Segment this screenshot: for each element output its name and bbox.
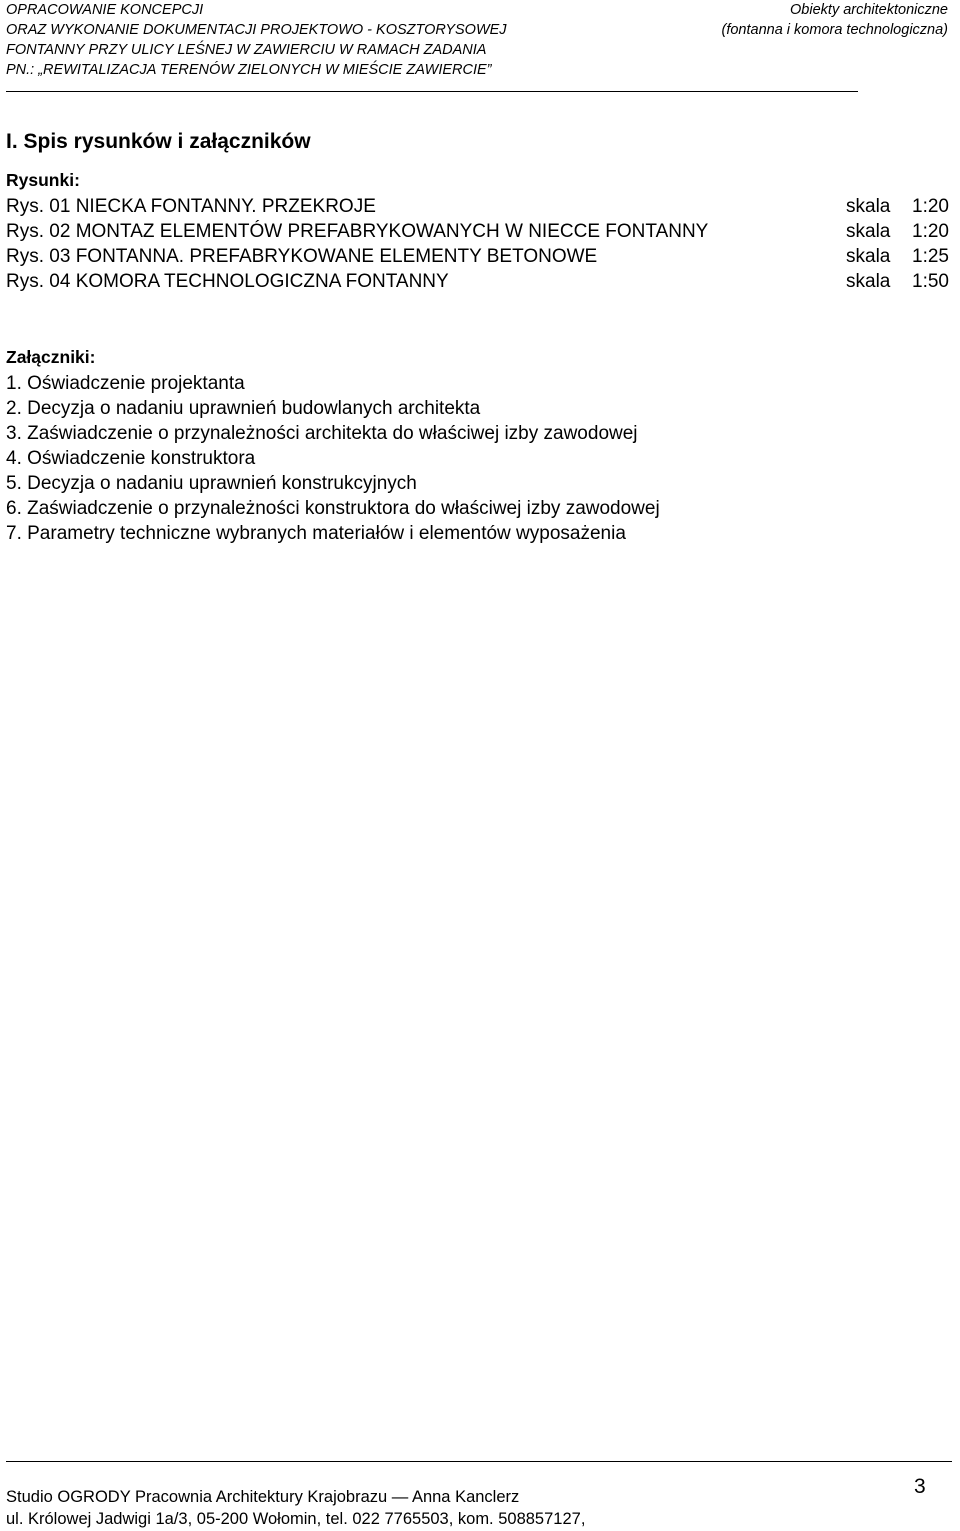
footer-divider [6, 1461, 952, 1462]
header-right-line-1: Obiekty architektoniczne [790, 2, 948, 18]
attachments-list [6, 371, 660, 546]
drawing-label: Rys. 03 FONTANNA. PREFABRYKOWANE ELEMENTY BETONOWE [6, 246, 598, 267]
header-line-3: FONTANNY PRZY ULICY LEŚNEJ W ZAWIERCIU W RAMACH ZADANIA [6, 42, 487, 58]
footer-studio-name: Studio OGRODY Pracownia Architektury Krajobrazu — Anna Kanclerz [6, 1488, 520, 1506]
attachments-heading: Załączniki: [6, 347, 96, 367]
footer-address: ul. Królowej Jadwigi 1a/3, 05-200 Wołomin, tel. 022 7765503, kom. 508857127, [6, 1510, 586, 1528]
section-title: I. Spis rysunków i załączników [6, 130, 311, 153]
drawings-list [6, 194, 960, 294]
drawing-label: Rys. 02 MONTAZ ELEMENTÓW PREFABRYKOWANYCH W NIECCE FONTANNY [6, 221, 709, 242]
drawing-scale-word: skala [846, 271, 891, 292]
page-number: 3 [914, 1475, 926, 1498]
drawing-label: Rys. 04 KOMORA TECHNOLOGICZNA FONTANNY [6, 271, 449, 292]
attachment-item: 4. Oświadczenie konstruktora [6, 448, 256, 469]
drawing-scale-value: 1:20 [912, 196, 949, 217]
attachment-item: 5. Decyzja o nadaniu uprawnień konstrukcyjnych [6, 473, 417, 494]
header-divider [6, 91, 858, 92]
drawing-row [6, 194, 960, 219]
drawing-scale-value: 1:20 [912, 221, 949, 242]
drawing-label: Rys. 01 NIECKA FONTANNY. PRZEKROJE [6, 196, 376, 217]
attachment-item: 1. Oświadczenie projektanta [6, 373, 245, 394]
drawing-scale-word: skala [846, 246, 891, 267]
attachment-item: 6. Zaświadczenie o przynależności konstruktora do właściwej izby zawodowej [6, 498, 660, 519]
header-project-title [6, 0, 507, 80]
drawing-scale-word: skala [846, 196, 891, 217]
attachment-item: 2. Decyzja o nadaniu uprawnień budowlanych architekta [6, 398, 481, 419]
page-footer [6, 1486, 585, 1530]
header-object-type [722, 0, 949, 40]
header-line-4: PN.: „REWITALIZACJA TERENÓW ZIELONYCH W MIEŚCIE ZAWIERCIE” [6, 62, 492, 78]
header-line-2: ORAZ WYKONANIE DOKUMENTACJI PROJEKTOWO - KOSZTORYSOWEJ [6, 22, 507, 38]
drawing-row [6, 244, 960, 269]
drawing-row [6, 269, 960, 294]
attachment-item: 3. Zaświadczenie o przynależności architekta do właściwej izby zawodowej [6, 423, 638, 444]
drawing-scale-value: 1:25 [912, 246, 949, 267]
header-line-1: OPRACOWANIE KONCEPCJI [6, 2, 204, 18]
drawing-row [6, 219, 960, 244]
drawing-scale-value: 1:50 [912, 271, 949, 292]
drawings-heading: Rysunki: [6, 170, 80, 190]
header-right-line-2: (fontanna i komora technologiczna) [721, 22, 948, 38]
attachment-item: 7. Parametry techniczne wybranych materiałów i elementów wyposażenia [6, 523, 626, 544]
drawing-scale-word: skala [846, 221, 891, 242]
